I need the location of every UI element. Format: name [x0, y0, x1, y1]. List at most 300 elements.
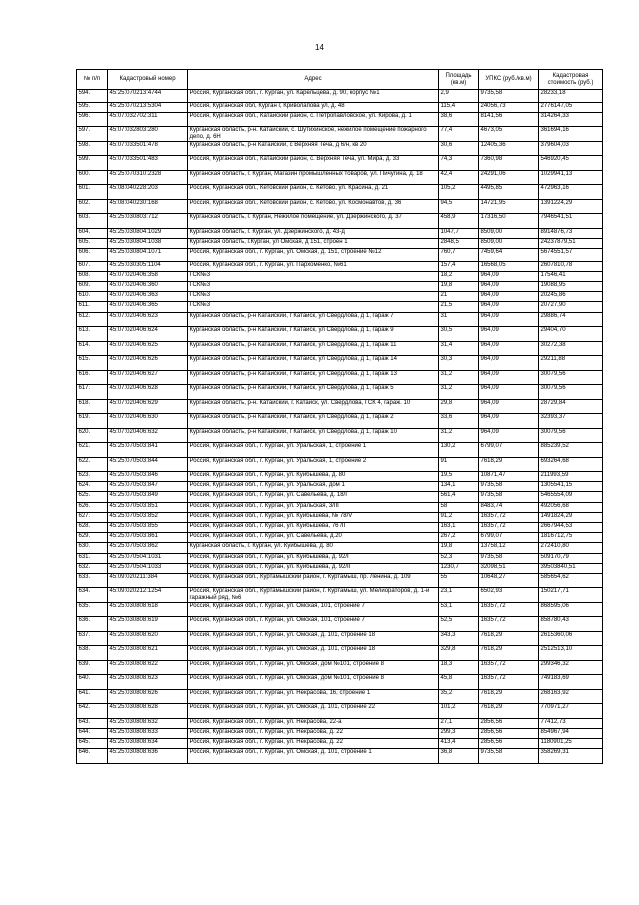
- cell-address: Курганская область, г. Курган, Магазин промышленных товаров, ул. Пичугина, д. 18: [188, 170, 439, 185]
- cell-area: 561,4: [439, 492, 479, 502]
- cell-cadastral-number: 45:09:020212:1254: [108, 588, 188, 603]
- cell-cadastral-value: 868595,06: [539, 602, 603, 617]
- cell-area: 91,2: [439, 512, 479, 522]
- cell-cadastral-value: 2607810,78: [539, 261, 603, 271]
- cell-area: 35,2: [439, 689, 479, 704]
- cell-cadastral-value: 492056,68: [539, 502, 603, 512]
- cell-area: 77,4: [439, 127, 479, 142]
- cell-address: Россия, Курганская обл., г. Курган, ул. Куйбышева, № 78/V: [188, 512, 439, 522]
- cell-area: 130,2: [439, 443, 479, 458]
- cell-area: 2,9: [439, 90, 479, 103]
- cell-address: ГСК№3: [188, 292, 439, 302]
- cell-number: 600.: [77, 170, 108, 185]
- cell-cadastral-number: 45:25:070213:5304: [108, 102, 188, 112]
- cell-cadastral-number: 45:25:070503:847: [108, 482, 188, 492]
- cell-cadastral-value: 858780,43: [539, 617, 603, 632]
- cell-cadastral-number: 45:25:030808:621: [108, 646, 188, 661]
- cell-cadastral-value: 693264,68: [539, 457, 603, 472]
- cell-number: 597.: [77, 127, 108, 142]
- cell-number: 645.: [77, 739, 108, 749]
- cell-address: Россия, Курганская обл, Курган г, Криволапова ул, д. 48: [188, 102, 439, 112]
- cell-upks: 2856,56: [479, 739, 539, 749]
- cell-cadastral-number: 45:07:020406:626: [108, 356, 188, 371]
- cell-cadastral-number: 45:07:020406:628: [108, 385, 188, 400]
- cell-number: 608.: [77, 271, 108, 281]
- cell-cadastral-number: 45:25:070504:1031: [108, 553, 188, 563]
- table-row: [77, 443, 603, 458]
- cell-area: 30,3: [439, 356, 479, 371]
- table-body: [77, 90, 603, 764]
- cell-upks: 16357,72: [479, 522, 539, 532]
- cell-upks: 8141,56: [479, 112, 539, 127]
- cell-area: 94,5: [439, 199, 479, 214]
- cell-upks: 2856,56: [479, 718, 539, 728]
- header-cadastral-number: Кадастровый номер: [108, 70, 188, 90]
- cell-address: Россия, Курганская обл., г. Курган, ул. Уральская, 1, строение 1: [188, 443, 439, 458]
- cell-cadastral-number: 45:07:020406:625: [108, 341, 188, 356]
- cell-address: Курганская область, р-н Катайский, г Катайск, ул Свердлова, д 1, гараж 11: [188, 341, 439, 356]
- cell-cadastral-value: 30079,56: [539, 385, 603, 400]
- cell-cadastral-number: 45:25:070503:861: [108, 533, 188, 543]
- cell-upks: 16568,05: [479, 261, 539, 271]
- cell-cadastral-number: 45:07:020406:629: [108, 399, 188, 414]
- cell-address: Россия, Курганская обл., г. Курган, ул. Куйбышева, д. 80: [188, 472, 439, 482]
- cell-upks: 10648,27: [479, 573, 539, 588]
- cell-number: 631.: [77, 553, 108, 563]
- cell-area: 19,8: [439, 543, 479, 553]
- cell-address: Курганская область, р-н Катайский, г Катайск, ул Свердлова, д 1, гараж 14: [188, 356, 439, 371]
- cell-address: Россия, Курганская обл., г. Курган, ул. Куйбышева, 76 /II: [188, 522, 439, 532]
- cell-cadastral-value: 211993,59: [539, 472, 603, 482]
- cell-number: 638.: [77, 646, 108, 661]
- cell-cadastral-value: 5465554,09: [539, 492, 603, 502]
- cell-address: Курганская область, р-н Катайский, г Катайск, ул Свердлова, д 1, гараж 2: [188, 414, 439, 429]
- table-row: [77, 385, 603, 400]
- cell-cadastral-number: 45:25:030808:618: [108, 602, 188, 617]
- cell-number: 607.: [77, 261, 108, 271]
- cell-upks: 17316,50: [479, 214, 539, 229]
- cell-cadastral-number: 45:07:020406:358: [108, 271, 188, 281]
- cell-cadastral-value: 32393,37: [539, 414, 603, 429]
- table-row: [77, 660, 603, 675]
- cell-cadastral-number: 45:25:030808:628: [108, 704, 188, 719]
- cell-upks: 964,09: [479, 327, 539, 342]
- cell-address: ГСК№3: [188, 271, 439, 281]
- cell-upks: 6799,07: [479, 443, 539, 458]
- cell-area: 101,2: [439, 704, 479, 719]
- cell-address: Россия, Курганская обл., г. Курган, ул. Омская, д. 101, строение 22: [188, 704, 439, 719]
- table-row: [77, 543, 603, 553]
- cell-cadastral-value: 472963,16: [539, 185, 603, 200]
- cell-number: 636.: [77, 617, 108, 632]
- cell-number: 626.: [77, 502, 108, 512]
- table-row: [77, 522, 603, 532]
- table-row: [77, 553, 603, 563]
- cell-cadastral-value: 770971,27: [539, 704, 603, 719]
- cell-cadastral-number: 45:07:020406:365: [108, 302, 188, 312]
- table-row: [77, 102, 603, 112]
- cell-cadastral-number: 45:25:030804:1038: [108, 238, 188, 248]
- cell-area: 31,2: [439, 370, 479, 385]
- cell-cadastral-number: 45:07:020406:627: [108, 370, 188, 385]
- cell-cadastral-number: 45:25:070503:841: [108, 443, 188, 458]
- cell-cadastral-number: 45:25:030803:712: [108, 214, 188, 229]
- cell-upks: 964,09: [479, 281, 539, 291]
- cell-upks: 9735,58: [479, 90, 539, 103]
- cell-cadastral-value: 272410,80: [539, 543, 603, 553]
- cell-cadastral-number: 45:25:070503:862: [108, 543, 188, 553]
- table-row: [77, 261, 603, 271]
- cell-area: 52,5: [439, 617, 479, 632]
- table-row: [77, 646, 603, 661]
- cell-area: 21,5: [439, 302, 479, 312]
- cell-upks: 16357,72: [479, 617, 539, 632]
- cell-cadastral-number: 45:25:030808:626: [108, 689, 188, 704]
- cell-number: 634.: [77, 588, 108, 603]
- cell-cadastral-value: 7946541,51: [539, 214, 603, 229]
- cell-upks: 964,09: [479, 341, 539, 356]
- cell-address: Россия, Курганская обл., г. Курган, ул. Омская, дом №101, строение 8: [188, 675, 439, 690]
- table-row: [77, 718, 603, 728]
- cell-upks: 964,09: [479, 370, 539, 385]
- cell-address: Курганская область, р-н. Катайский, г. Катайск, ул. Свердлова, ГСК 4, гараж. 10: [188, 399, 439, 414]
- cell-address: Россия, Курганская обл., г. Курган, ул. Некрасова, 22-а: [188, 718, 439, 728]
- cell-address: Россия, Курганская обл., Катайский район, с. Петропавловское, ул. Кирова, д. 1: [188, 112, 439, 127]
- cell-cadastral-value: 314264,33: [539, 112, 603, 127]
- cell-cadastral-value: 1491824,29: [539, 512, 603, 522]
- cell-cadastral-value: 29211,88: [539, 356, 603, 371]
- cell-cadastral-number: 45:25:070503:852: [108, 512, 188, 522]
- cell-cadastral-value: 8914876,73: [539, 228, 603, 238]
- cell-cadastral-number: 45:25:070503:855: [108, 522, 188, 532]
- cell-number: 603.: [77, 214, 108, 229]
- cell-upks: 32098,51: [479, 563, 539, 573]
- cell-cadastral-value: 854967,94: [539, 729, 603, 739]
- cell-upks: 7459,64: [479, 249, 539, 262]
- table-row: [77, 327, 603, 342]
- cell-address: Россия, Курганская обл., г. Курган, ул. Омская, дом №101, строение 8: [188, 660, 439, 675]
- cell-area: 31: [439, 312, 479, 327]
- cell-cadastral-number: 45:08:040230:168: [108, 199, 188, 214]
- cell-address: Курганская область, г. Курган, ул. Куйбышева, д. 80: [188, 543, 439, 553]
- cell-upks: 9735,58: [479, 482, 539, 492]
- cell-number: 632.: [77, 563, 108, 573]
- cell-upks: 16357,72: [479, 602, 539, 617]
- table-row: [77, 214, 603, 229]
- header-cadastral-value: Кадастровая стоимость (руб.): [539, 70, 603, 90]
- cell-cadastral-number: 45:07:020406:360: [108, 281, 188, 291]
- table-row: [77, 238, 603, 248]
- cell-area: 115,4: [439, 102, 479, 112]
- table-row: [77, 185, 603, 200]
- cell-number: 628.: [77, 522, 108, 532]
- header-number: № п/п: [77, 70, 108, 90]
- cell-number: 639.: [77, 660, 108, 675]
- cell-address: ГСК№3: [188, 302, 439, 312]
- cell-cadastral-number: 45:25:030808:636: [108, 749, 188, 764]
- cell-upks: 7618,29: [479, 689, 539, 704]
- cell-area: 163,1: [439, 522, 479, 532]
- table-row: [77, 281, 603, 291]
- cell-upks: 16357,72: [479, 660, 539, 675]
- table-row: [77, 271, 603, 281]
- cell-number: 601.: [77, 185, 108, 200]
- cell-upks: 16357,72: [479, 675, 539, 690]
- cell-cadastral-value: 749183,69: [539, 675, 603, 690]
- cell-address: Россия, Курганская обл., Кетовский район, с. Кетово, ул. Красина, д. 21: [188, 185, 439, 200]
- cell-number: 642.: [77, 704, 108, 719]
- cell-area: 329,8: [439, 646, 479, 661]
- cell-address: Курганская область, р-н Катайский, с Верхняя Теча, д 6/н, кв 20: [188, 141, 439, 156]
- cell-area: 2848,5: [439, 238, 479, 248]
- cell-cadastral-value: 585654,62: [539, 573, 603, 588]
- cell-cadastral-value: 268163,92: [539, 689, 603, 704]
- cell-cadastral-value: 30272,38: [539, 341, 603, 356]
- cell-address: Курганская область, г. Курган, ул. Дзержинского, д. 43-д: [188, 228, 439, 238]
- cell-cadastral-number: 45:25:030808:620: [108, 631, 188, 646]
- cell-address: Россия, Курганская обл., г. Курган, ул. Омская, д. 151, строение №12: [188, 249, 439, 262]
- cell-area: 53,1: [439, 602, 479, 617]
- cell-area: 18,3: [439, 660, 479, 675]
- cell-area: 760,7: [439, 249, 479, 262]
- cell-address: Россия, Курганская обл., Куртамышский район, г. Куртамыш, ул. Мелиораторов, д. 1-й гаражный ряд, №6: [188, 588, 439, 603]
- cell-upks: 4495,85: [479, 185, 539, 200]
- cell-cadastral-number: 45:25:070503:844: [108, 457, 188, 472]
- cell-cadastral-number: 45:07:032803:280: [108, 127, 188, 142]
- cell-cadastral-value: 28233,18: [539, 90, 603, 103]
- cell-address: Россия, Курганская обл., г. Курган, ул. Некрасова, д. 22: [188, 729, 439, 739]
- cell-address: Курганская область, р-н Катайский, г Катайск, ул Свердлова, д 1, гараж 13: [188, 370, 439, 385]
- cell-upks: 13758,12: [479, 543, 539, 553]
- cell-address: Россия, Курганская обл., Куртамышский район, г. Куртамыш, пр. Ленина, д. 109: [188, 573, 439, 588]
- cell-area: 33,6: [439, 414, 479, 429]
- table-row: [77, 312, 603, 327]
- cell-address: Курганская область, р-н Катайский, г Катайск, ул Свердлова, д 1, гараж 9: [188, 327, 439, 342]
- cell-number: 599.: [77, 156, 108, 171]
- cell-upks: 10871,47: [479, 472, 539, 482]
- cell-cadastral-value: 885239,52: [539, 443, 603, 458]
- cell-upks: 964,09: [479, 356, 539, 371]
- cell-area: 36,8: [439, 749, 479, 764]
- cell-cadastral-value: 30079,56: [539, 428, 603, 443]
- cell-number: 598.: [77, 141, 108, 156]
- cell-cadastral-number: 45:25:030804:1071: [108, 249, 188, 262]
- cell-address: Россия, Курганская обл., г. Курган, ул. Омская, д. 101, строение 18: [188, 646, 439, 661]
- cell-number: 611.: [77, 302, 108, 312]
- cell-cadastral-number: 45:25:030305:1104: [108, 261, 188, 271]
- cell-upks: 964,09: [479, 271, 539, 281]
- cell-address: Курганская область, г.Курган, ул Омская, д 151, строен 1: [188, 238, 439, 248]
- cadastral-table: [76, 69, 603, 764]
- cell-number: 604.: [77, 228, 108, 238]
- cell-cadastral-value: 20245,86: [539, 292, 603, 302]
- cell-number: 640.: [77, 675, 108, 690]
- table-row: [77, 602, 603, 617]
- table-row: [77, 414, 603, 429]
- cell-cadastral-number: 45:25:030808:619: [108, 617, 188, 632]
- cell-number: 612.: [77, 312, 108, 327]
- cell-upks: 8509,00: [479, 238, 539, 248]
- cell-address: Курганская область, р-н. Катайский, с. Шутихинское, нежилое помещение пожарного депо, д. 6Н: [188, 127, 439, 142]
- cell-address: Курганская область, р-н Катайский, г Катайск, ул Свердлова, д 1, гараж 10: [188, 428, 439, 443]
- table-row: [77, 170, 603, 185]
- cell-upks: 8483,74: [479, 502, 539, 512]
- cell-cadastral-value: 299346,32: [539, 660, 603, 675]
- table-row: [77, 156, 603, 171]
- cell-cadastral-value: 29404,70: [539, 327, 603, 342]
- cell-cadastral-number: 45:07:020406:624: [108, 327, 188, 342]
- cell-area: 413,4: [439, 739, 479, 749]
- cell-upks: 8509,00: [479, 228, 539, 238]
- cell-number: 643.: [77, 718, 108, 728]
- cell-upks: 24056,73: [479, 102, 539, 112]
- cell-number: 617.: [77, 385, 108, 400]
- cell-address: Курганская область, г. Курган, Нежилое помещение, ул. Дзержинского, д. 37: [188, 214, 439, 229]
- cell-cadastral-number: 45:25:070503:849: [108, 492, 188, 502]
- page-number: 14: [315, 43, 324, 52]
- table-row: [77, 112, 603, 127]
- cell-cadastral-value: 546920,45: [539, 156, 603, 171]
- cell-cadastral-number: 45:07:033501:478: [108, 141, 188, 156]
- cell-address: Россия, Курганская обл., Катайский район, с. Верхняя Теча, ул. Мира, д. 33: [188, 156, 439, 171]
- cell-cadastral-number: 45:25:030808:623: [108, 675, 188, 690]
- table-row: [77, 199, 603, 214]
- cell-cadastral-value: 19088,95: [539, 281, 603, 291]
- cell-area: 42,4: [439, 170, 479, 185]
- header-upks: УПКС (руб./кв.м): [479, 70, 539, 90]
- cell-cadastral-number: 45:25:070213:4744: [108, 90, 188, 103]
- cell-cadastral-number: 45:07:020406:363: [108, 292, 188, 302]
- cell-area: 299,3: [439, 729, 479, 739]
- cell-cadastral-value: 379604,03: [539, 141, 603, 156]
- cell-number: 629.: [77, 533, 108, 543]
- cell-cadastral-number: 45:25:030804:1029: [108, 228, 188, 238]
- table-row: [77, 356, 603, 371]
- table-row: [77, 631, 603, 646]
- table-row: [77, 141, 603, 156]
- cell-upks: 7360,98: [479, 156, 539, 171]
- table-row: [77, 399, 603, 414]
- table-row: [77, 739, 603, 749]
- table-row: [77, 563, 603, 573]
- table-row: [77, 588, 603, 603]
- cell-upks: 964,09: [479, 428, 539, 443]
- table-row: [77, 533, 603, 543]
- cell-cadastral-value: 2512513,10: [539, 646, 603, 661]
- cell-address: Россия, Курганская обл., г. Курган, ул. Савельева, д.20: [188, 533, 439, 543]
- table-row: [77, 492, 603, 502]
- cell-upks: 7618,29: [479, 457, 539, 472]
- cell-area: 267,2: [439, 533, 479, 543]
- cell-cadastral-number: 45:07:032702:311: [108, 112, 188, 127]
- cell-cadastral-value: 77412,73: [539, 718, 603, 728]
- cell-cadastral-value: 17546,41: [539, 271, 603, 281]
- cell-address: Курганская область, р-н Катайский, г Катайск, ул Свердлова, д 1, гараж 5: [188, 385, 439, 400]
- table-row: [77, 90, 603, 103]
- cell-number: 620.: [77, 428, 108, 443]
- cell-upks: 24291,06: [479, 170, 539, 185]
- cell-upks: 964,09: [479, 385, 539, 400]
- cell-cadastral-value: 1816712,75: [539, 533, 603, 543]
- cell-cadastral-value: 39503840,51: [539, 563, 603, 573]
- cell-cadastral-number: 45:25:070503:846: [108, 472, 188, 482]
- cell-cadastral-value: 358269,31: [539, 749, 603, 764]
- cell-area: 343,3: [439, 631, 479, 646]
- cell-upks: 7618,29: [479, 704, 539, 719]
- cell-number: 623.: [77, 472, 108, 482]
- table-row: [77, 689, 603, 704]
- table-row: [77, 704, 603, 719]
- header-address: Адрес: [188, 70, 439, 90]
- cell-upks: 7618,29: [479, 631, 539, 646]
- cell-cadastral-number: 45:25:070503:851: [108, 502, 188, 512]
- cell-cadastral-value: 1029941,13: [539, 170, 603, 185]
- table-row: [77, 749, 603, 764]
- cell-address: Россия, Курганская обл., г. Курган, ул. Пархоменко, №61: [188, 261, 439, 271]
- cell-address: Россия, Курганская обл., г. Курган, ул. Уральская, 3/III: [188, 502, 439, 512]
- cell-cadastral-number: 45:07:020406:630: [108, 414, 188, 429]
- cell-number: 641.: [77, 689, 108, 704]
- cell-number: 624.: [77, 482, 108, 492]
- cell-area: 91: [439, 457, 479, 472]
- cell-number: 614.: [77, 341, 108, 356]
- cell-cadastral-value: 1305541,15: [539, 482, 603, 492]
- cell-cadastral-number: 45:25:030808:632: [108, 718, 188, 728]
- cell-area: 134,1: [439, 482, 479, 492]
- cell-area: 29,8: [439, 399, 479, 414]
- cell-cadastral-number: 45:07:020406:623: [108, 312, 188, 327]
- cell-area: 18,2: [439, 271, 479, 281]
- cell-area: 1047,7: [439, 228, 479, 238]
- cell-upks: 964,09: [479, 302, 539, 312]
- cell-address: Россия, Курганская обл., г. Курган, ул. Уральская, дом 1: [188, 482, 439, 492]
- cell-address: Россия, Курганская обл., г. Курган, ул. Уральская, 1, строение 2: [188, 457, 439, 472]
- cell-upks: 964,09: [479, 292, 539, 302]
- cell-cadastral-number: 45:07:020406:632: [108, 428, 188, 443]
- cell-area: 58: [439, 502, 479, 512]
- table-row: [77, 228, 603, 238]
- cell-number: 606.: [77, 249, 108, 262]
- cell-cadastral-number: 45:25:070310:2328: [108, 170, 188, 185]
- cell-area: 74,3: [439, 156, 479, 171]
- cell-cadastral-value: 29886,74: [539, 312, 603, 327]
- cell-address: Россия, Курганская обл., г. Курган, ул. Куйбышева, д. 92/I: [188, 553, 439, 563]
- cell-number: 630.: [77, 543, 108, 553]
- cell-area: 30,6: [439, 141, 479, 156]
- cell-address: Россия, Курганская обл., г. Курган, ул. Куйбышева, д. 92/II: [188, 563, 439, 573]
- cell-address: Курганская область, р-н Катайский, г Катайск, ул Свердлова, д 1, гараж 7: [188, 312, 439, 327]
- cell-area: 19,8: [439, 281, 479, 291]
- table-row: [77, 675, 603, 690]
- cell-cadastral-value: 361694,16: [539, 127, 603, 142]
- cell-number: 644.: [77, 729, 108, 739]
- cell-address: Россия, Курганская обл., г. Курган, ул. Омская, 101, строение 7: [188, 617, 439, 632]
- cell-number: 635.: [77, 602, 108, 617]
- cell-number: 619.: [77, 414, 108, 429]
- cell-number: 610.: [77, 292, 108, 302]
- cell-upks: 964,09: [479, 312, 539, 327]
- cell-number: 616.: [77, 370, 108, 385]
- cell-upks: 2856,56: [479, 729, 539, 739]
- cell-number: 621.: [77, 443, 108, 458]
- cell-upks: 9735,58: [479, 553, 539, 563]
- cell-number: 615.: [77, 356, 108, 371]
- table-row: [77, 127, 603, 142]
- cell-area: 38,6: [439, 112, 479, 127]
- cell-upks: 16357,72: [479, 512, 539, 522]
- cell-cadastral-value: 150217,71: [539, 588, 603, 603]
- cell-number: 633.: [77, 573, 108, 588]
